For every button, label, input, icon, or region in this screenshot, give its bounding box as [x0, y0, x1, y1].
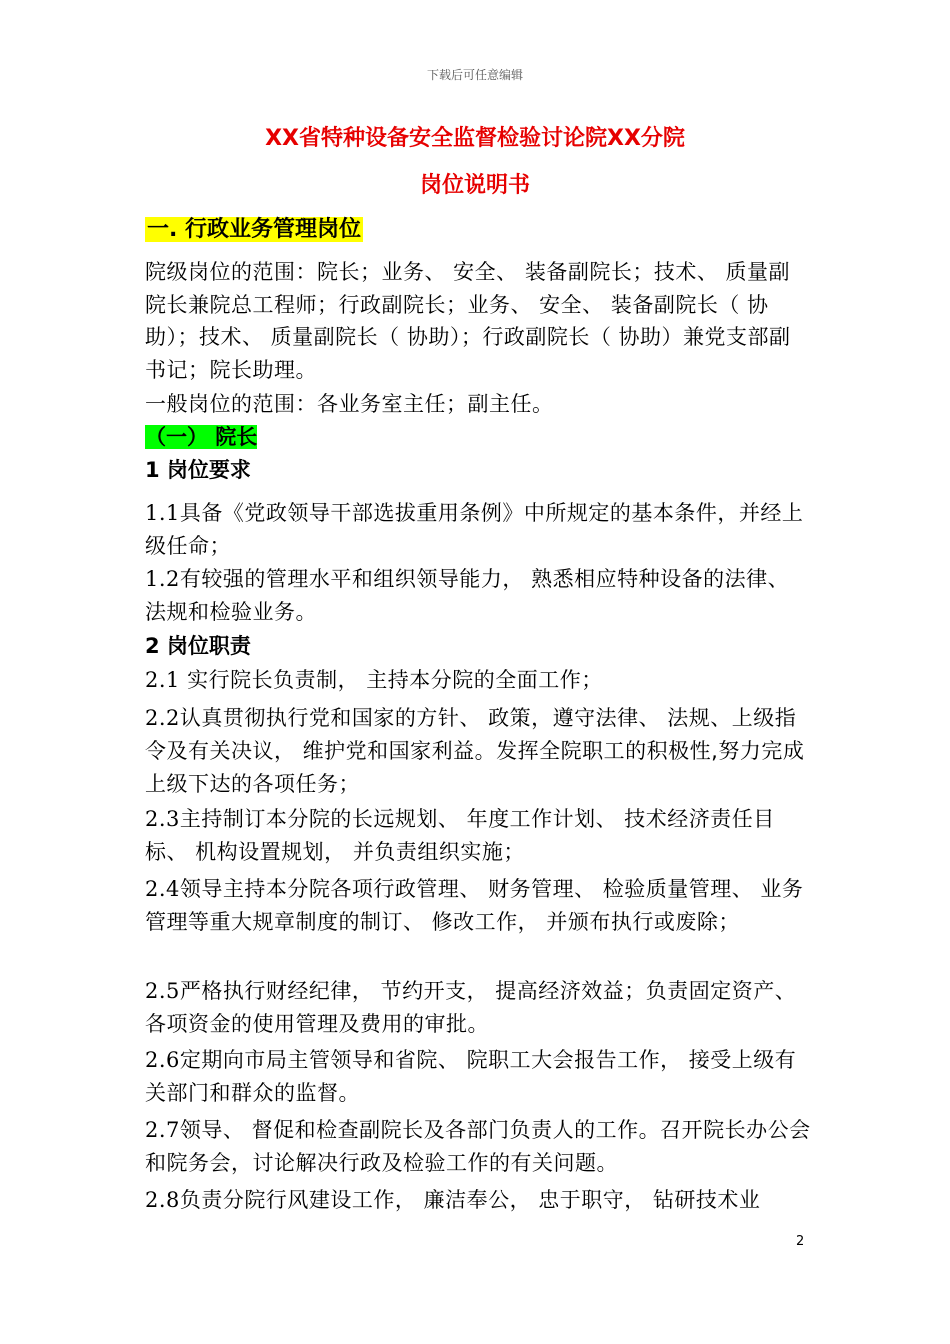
item-text: 主持制订本分院的长远规划、 年度工作计划、 技术经济责任目标、 机构设置规划， 并负责组织实施；	[145, 807, 775, 864]
duties-heading: 2 岗位职责	[145, 634, 251, 658]
item-number: 2.2	[145, 706, 180, 730]
item-text: 负责分院行风建设工作， 廉洁奉公， 忠于职守， 钻研技术业	[179, 1188, 761, 1212]
page-number: 2	[796, 1234, 805, 1249]
document-subtitle: 岗位说明书	[419, 173, 530, 198]
requirement-item	[145, 563, 813, 629]
item-text: 领导、 督促和检查副院长及各部门负责人的工作。召开院长办公会和院务会，讨论解决行政及检验工作的有关问题。	[145, 1118, 811, 1175]
item-number: 2.6	[145, 1048, 180, 1072]
item-number: 1.2	[145, 567, 180, 591]
subsection-heading-text: （一） 院长	[145, 425, 258, 449]
item-number: 2.4	[145, 877, 180, 901]
item-number: 2.8	[145, 1188, 180, 1212]
item-number: 2.1	[145, 668, 180, 692]
item-text: 领导主持本分院各项行政管理、 财务管理、 检验质量管理、 业务管理等重大规章制度的制订、 修改工作， 并颁布执行或废除；	[145, 877, 804, 934]
item-number: 2.5	[145, 979, 180, 1003]
duty-item	[145, 1044, 813, 1110]
duty-item	[145, 1184, 813, 1217]
document-title: XX省特种设备安全监督检验讨论院XX分院	[265, 126, 685, 151]
requirements-heading: 1 岗位要求	[145, 458, 251, 482]
duty-item	[145, 803, 813, 869]
item-text: 有较强的管理水平和组织领导能力， 熟悉相应特种设备的法律、 法规和检验业务。	[145, 567, 790, 624]
section-heading-text: 一. 行政业务管理岗位	[147, 217, 362, 242]
section-heading	[145, 212, 363, 243]
item-number: 2.3	[145, 807, 180, 831]
duty-item	[145, 1114, 813, 1180]
item-text: 认真贯彻执行党和国家的方针、 政策，遵守法律、 法规、上级指令及有关决议， 维护党和国家利益。发挥全院职工的积极性,努力完成上级下达的各项任务；	[145, 706, 805, 796]
duty-item	[145, 702, 813, 801]
item-text: 实行院长负责制， 主持本分院的全面工作；	[179, 668, 603, 692]
item-number: 1.1	[145, 501, 180, 525]
subsection-heading	[145, 422, 257, 452]
duty-item	[145, 975, 813, 1041]
item-number: 2.7	[145, 1118, 180, 1142]
header-note: 下载后可任意编辑	[426, 68, 523, 82]
senior-scope-paragraph: 院级岗位的范围：院长；业务、 安全、 装备副院长；技术、 质量副院长兼院总工程师；行政副院长；业务、 安全、 装备副院长（ 协助）；技术、 质量副院长（ 协助）；行政副院长（ 协助）兼党支部副书记；院长助理。	[145, 260, 791, 382]
item-text: 严格执行财经纪律， 节约开支， 提高经济效益；负责固定资产、 各项资金的使用管理及费用的审批。	[145, 979, 797, 1036]
duty-item	[145, 664, 813, 697]
duty-item	[145, 873, 813, 939]
item-text: 定期向市局主管领导和省院、 院职工大会报告工作， 接受上级有关部门和群众的监督。	[145, 1048, 797, 1105]
general-scope-paragraph: 一般岗位的范围：各业务室主任；副主任。	[145, 392, 554, 416]
requirement-item	[145, 497, 813, 563]
item-text: 具备《党政领导干部选拔重用条例》中所规定的基本条件，并经上级任命；	[145, 501, 804, 558]
